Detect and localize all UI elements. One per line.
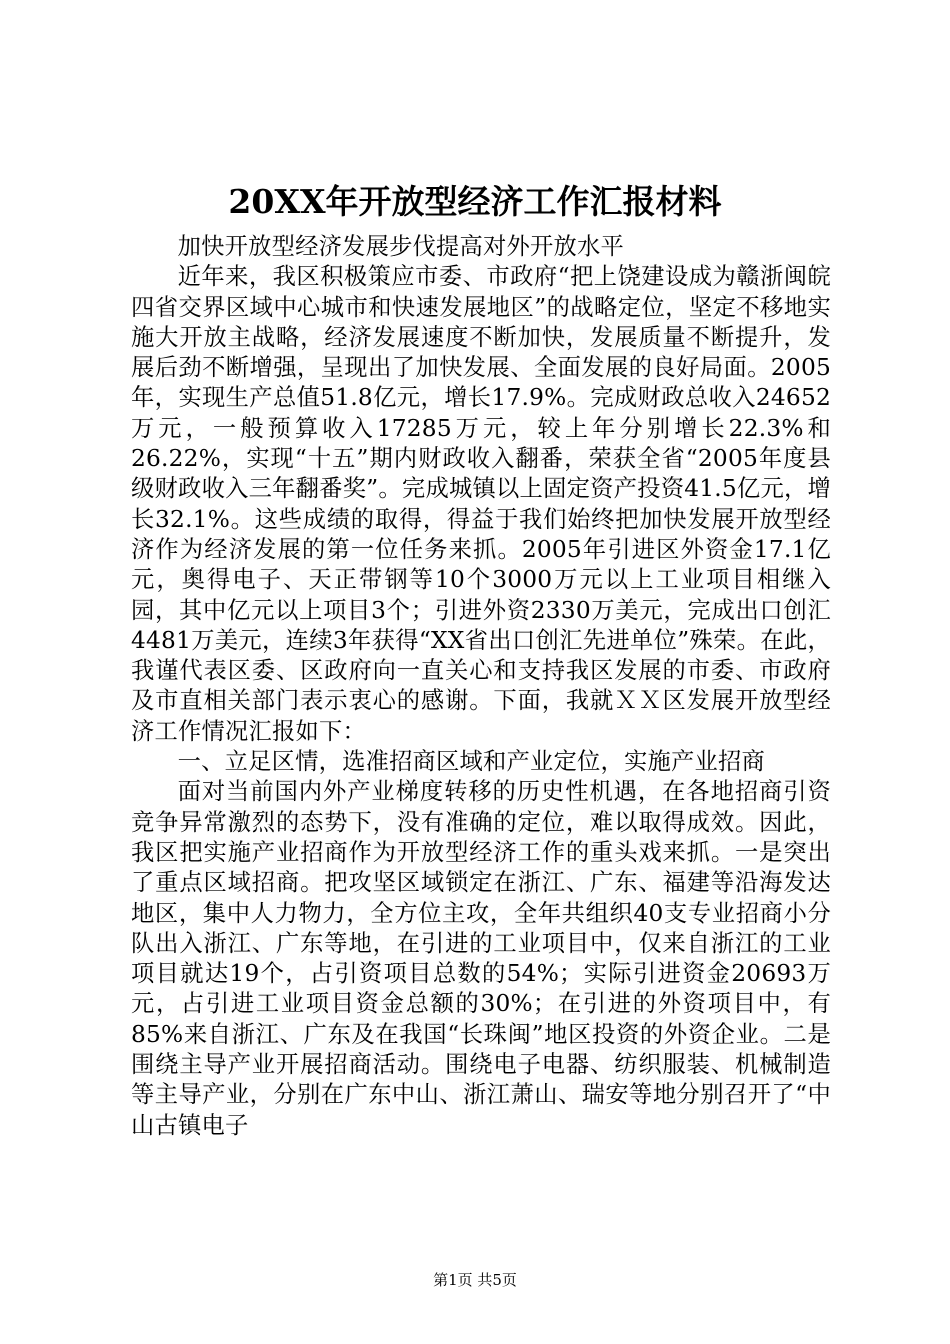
- section-1-paragraph: 面对当前国内外产业梯度转移的历史性机遇，在各地招商引资竞争异常激烈的态势下，没有准确的定位，难以取得成效。因此，我区把实施产业招商作为开放型经济工作的重头戏来抓。一是突出了重点区域招商。把攻坚区域锁定在浙江、广东、福建等沿海发达地区，集中人力物力，全方位主攻，全年共组织40支专业招商小分队出入浙江、广东等地，在引进的工业项目中，仅来自浙江的工业项目就达19个，占引资项目总数的54%；实际引进资金20693万元，占引进工业项目资金总额的30%；在引进的外资项目中，有85%来自浙江、广东及在我国“长珠闽”地区投资的外资企业。二是围绕主导产业开展招商活动。围绕电子电器、纺织服装、机械制造等主导产业，分别在广东中山、浙江萧山、瑞安等地分别召开了“中山古镇电子: [131, 778, 831, 1139]
- intro-paragraph: 近年来，我区积极策应市委、市政府“把上饶建设成为赣浙闽皖四省交界区域中心城市和快速发展地区”的战略定位，坚定不移地实施大开放主战略，经济发展速度不断加快，发展质量不断提升，发展后劲不断增强，呈现出了加快发展、全面发展的良好局面。2005年，实现生产总值51.8亿元，增长17.9%。完成财政总收入24652万元，一般预算收入17285万元，较上年分别增长22.3%和26.22%，实现“十五”期内财政收入翻番，荣获全省“2005年度县级财政收入三年翻番奖”。完成城镇以上固定资产投资41.5亿元，增长32.1%。这些成绩的取得，得益于我们始终把加快发展开放型经济作为经济发展的第一位任务来抓。2005年引进区外资金17.1亿元，奥得电子、天正带钢等10个3000万元以上工业项目相继入园，其中亿元以上项目3个；引进外资2330万美元，完成出口创汇4481万美元，连续3年获得“XX省出口创汇先进单位”殊荣。在此，我谨代表区委、区政府向一直关心和支持我区发展的市委、市政府及市直相关部门表示衷心的感谢。下面，我就ＸＸ区发展开放型经济工作情况汇报如下：: [131, 263, 831, 745]
- document-title: 20XX年开放型经济工作汇报材料: [228, 182, 722, 221]
- document-body: [131, 232, 831, 1141]
- section-heading-1: 一、立足区情，选准招商区域和产业定位，实施产业招商: [177, 748, 766, 776]
- page-footer: 第1页 共5页: [433, 1271, 517, 1289]
- subtitle-paragraph: 加快开放型经济发展步伐提高对外开放水平: [177, 233, 625, 260]
